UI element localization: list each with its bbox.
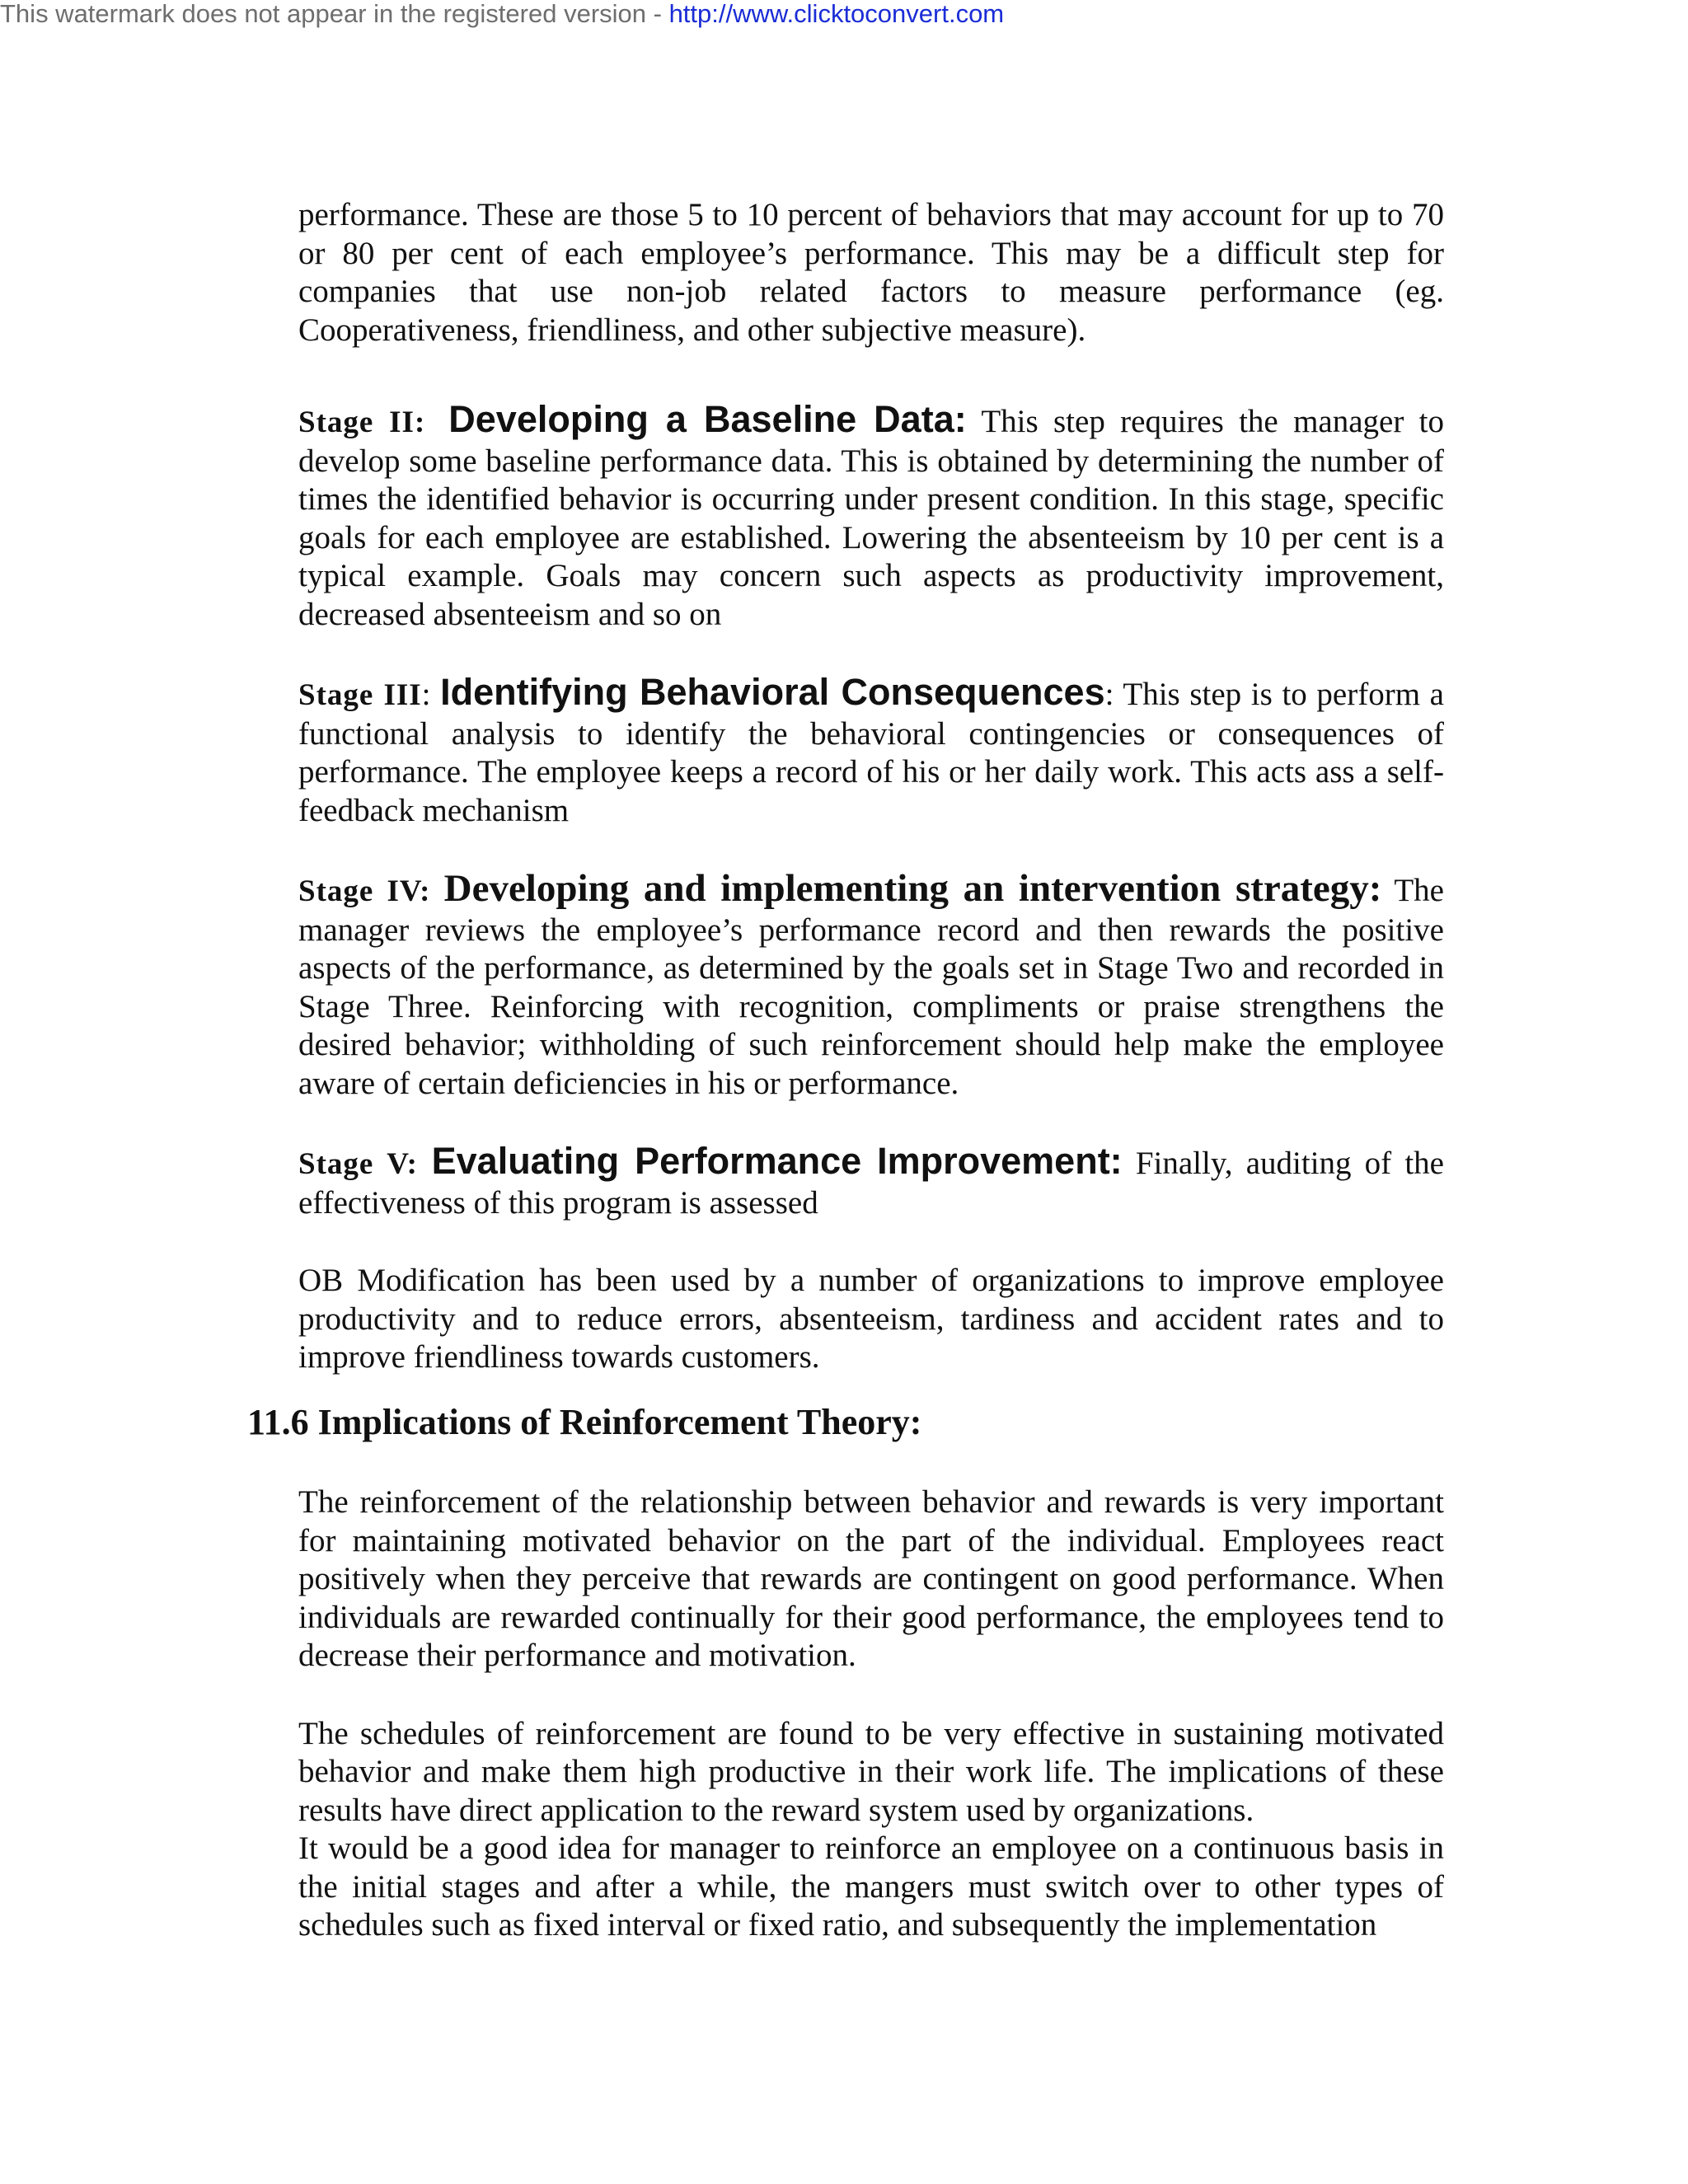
stage-5-paragraph [298,1142,1444,1222]
stage-3-separator: : [421,677,441,712]
ob-modification-paragraph: OB Modification has been used by a number of organizations to improve employee productivity and to reduce errors, absenteeism, tardiness and accident rates and to improve friendliness towards customers. [298,1263,1444,1375]
intro-paragraph: performance. These are those 5 to 10 percent of behaviors that may account for up to 70 or 80 per cent of each employee’s performance. This may be a difficult step for companies that use non-job related factors to measure performance (eg. Cooperativeness, friendliness, and other subjective measure). [298,197,1444,348]
stage-2-title: Developing a Baseline Data: [448,398,967,440]
stage-2-text: This step requires the manager to develop some baseline performance data. This is obtained by determining the number of times the identified behavior is occurring under present condition. In this stage, specific goals for each employee are established. Lowering the absenteeism by 10 per cent is a typical example. Goals may concern such aspects as productivity improvement, decreased absenteeism and so on [298,404,1444,632]
stage-5-label: Stage V: [298,1147,432,1181]
section-paragraph-1: The reinforcement of the relationship between behavior and rewards is very important for maintaining motivated behavior on the part of the individual. Employees react positively when they perceive that rewards are contingent on good performance. When individuals are rewarded continually for their good performance, the employees tend to decrease their performance and motivation. [298,1484,1444,1673]
stage-3-text: : This step is to perform a functional analysis to identify the behavioral contingencies or consequences of performance. The employee keeps a record of his or her daily work. This acts ass a self- feedback mechanism [298,677,1444,828]
stage-5-text: Finally, auditing of the effectiveness of this program is assessed [298,1146,1444,1221]
section-paragraph-3: It would be a good idea for manager to reinforce an employee on a continuous basis in the initial stages and after a while, the mangers must switch over to other types of schedules such as fixed interval or fixed ratio, and subsequently the implementation [298,1830,1444,1943]
watermark-text: This watermark does not appear in the registered version - [0,0,669,28]
watermark-banner [0,0,1004,28]
stage-4-label: Stage IV: [298,874,444,908]
stage-4-paragraph [298,869,1444,1103]
stage-2-paragraph [298,398,1444,634]
stage-5-title: Evaluating Performance Improvement: [431,1140,1123,1182]
stage-4-title: Developing and implementing an intervention strategy: [443,867,1382,910]
watermark-link[interactable]: http://www.clicktoconvert.com [668,0,1005,28]
stage-3-label: Stage III [298,678,422,712]
section-paragraph-2: The schedules of reinforcement are found to be very effective in sustaining motivated behavior and make them high productive in their work life. The implications of these results have direct application to the reward system used by organizations. [298,1715,1444,1828]
stage-3-paragraph [298,673,1444,830]
stage-3-title: Identifying Behavioral Consequences [440,671,1105,713]
stage-2-label: Stage II: [298,405,426,439]
section-heading: 11.6 Implications of Reinforcement Theory: [247,1402,922,1442]
stage-4-text: The manager reviews the employee’s performance record and then rewards the positive aspects of the performance, as determined by the goals set in Stage Two and recorded in Stage Three. Reinforcing with recognition, compliments or praise strengthens the desired behavior; withholding of such reinforcement should help make the employee aware of certain deficiencies in his or performance. [298,873,1444,1101]
section-body [298,1483,1444,1945]
page-body [298,196,1444,1377]
